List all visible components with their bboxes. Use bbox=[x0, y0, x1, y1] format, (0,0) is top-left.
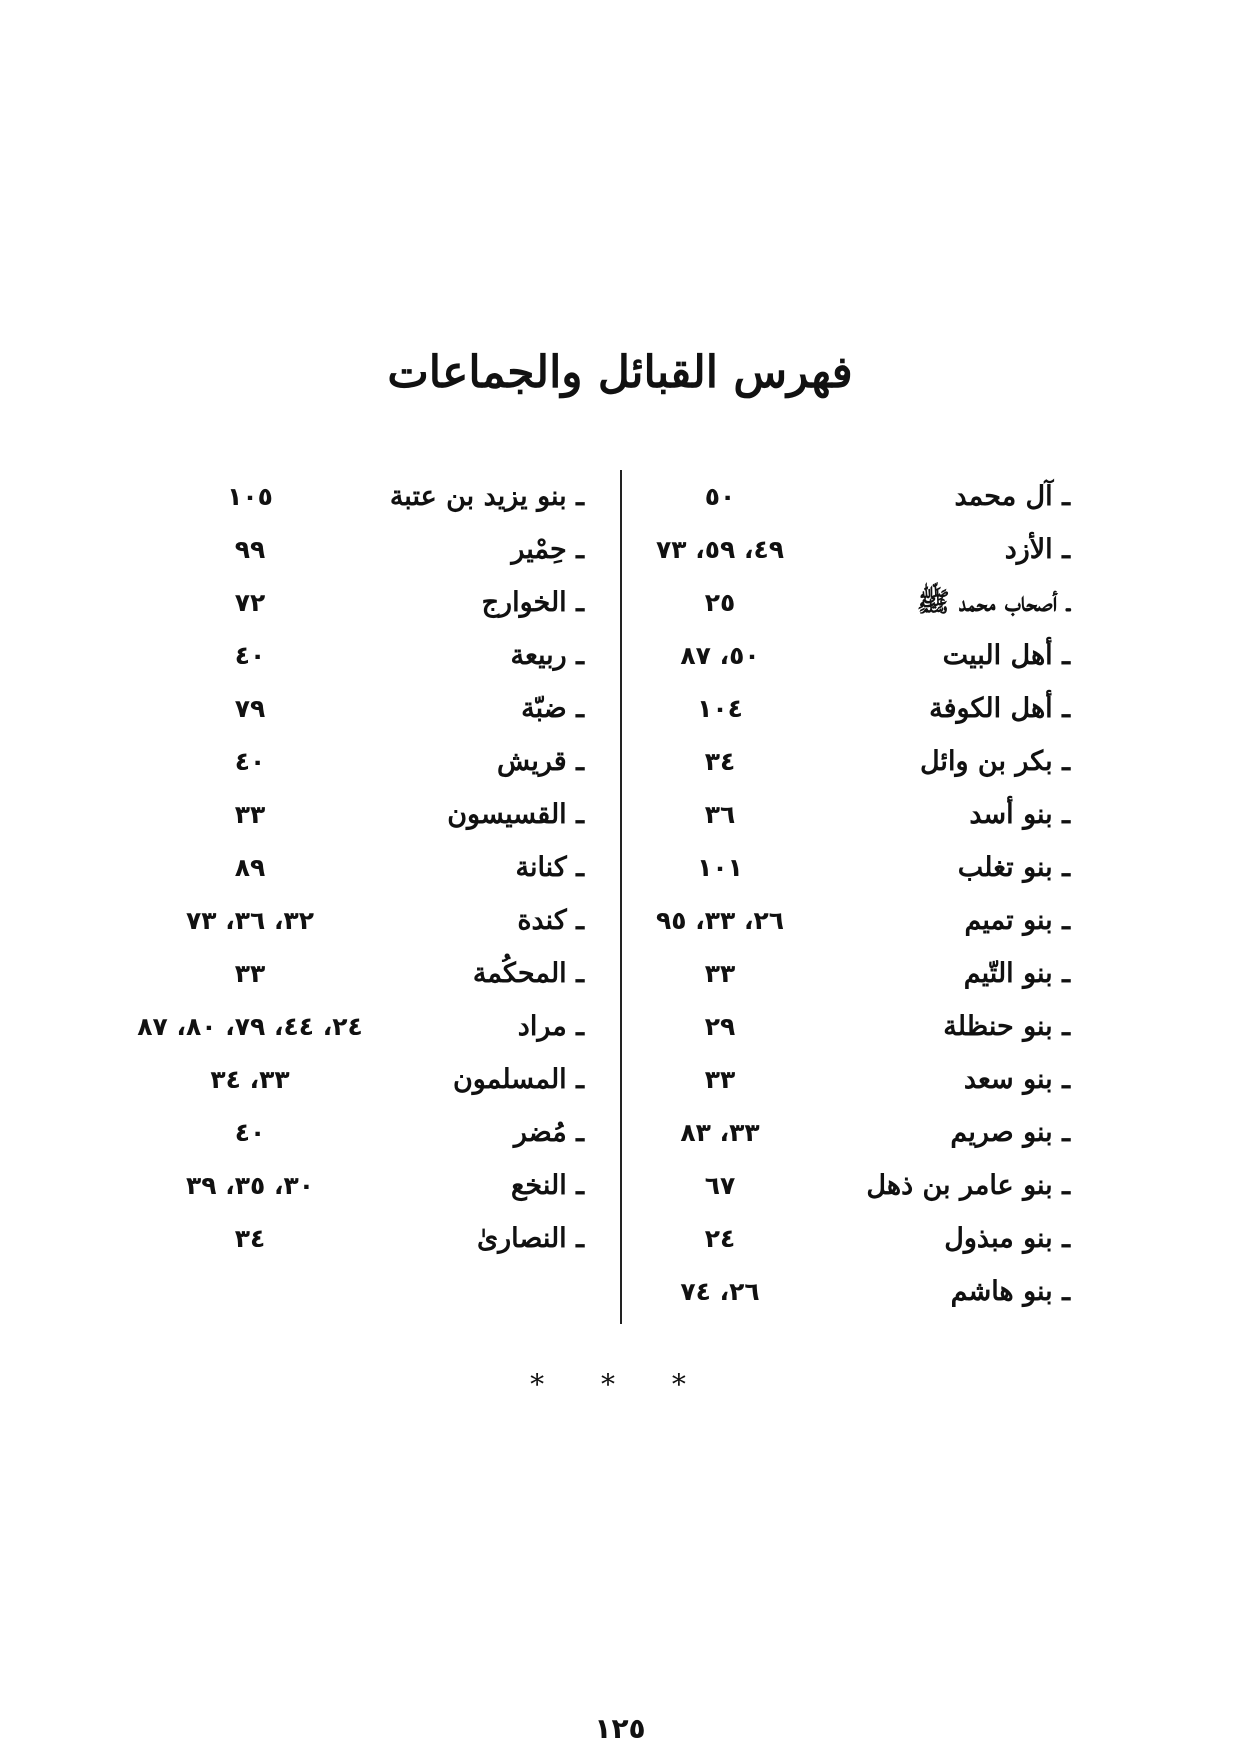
index-entry bbox=[150, 841, 620, 894]
entry-name: ـ مُضر bbox=[513, 1117, 584, 1148]
entry-name: ـ بكر بن وائل bbox=[919, 746, 1070, 777]
index-table bbox=[137, 470, 1090, 1330]
entry-pages: ٣٤ bbox=[234, 1224, 266, 1253]
index-entry bbox=[150, 788, 620, 841]
index-entry bbox=[150, 894, 620, 947]
index-entry bbox=[620, 947, 1090, 1000]
entry-pages: ٣٣ bbox=[234, 800, 266, 829]
entry-name: ـ بنو تغلب bbox=[957, 852, 1070, 883]
entry-pages: ٣٠، ٣٥، ٣٩ bbox=[186, 1171, 314, 1200]
entry-name: ـ الأزد bbox=[1004, 534, 1070, 565]
entry-pages: ٣٣ bbox=[234, 959, 266, 988]
index-entry bbox=[150, 682, 620, 735]
index-entry bbox=[620, 841, 1090, 894]
entry-pages: ٧٢ bbox=[234, 588, 266, 617]
entry-name: ـ بنو تميم bbox=[964, 905, 1070, 936]
entry-pages: ٤٠ bbox=[234, 641, 266, 670]
entry-pages: ٦٧ bbox=[704, 1171, 736, 1200]
entry-name: ـ النصارىٰ bbox=[477, 1223, 584, 1254]
entry-name: ـ بنو حنظلة bbox=[943, 1011, 1070, 1042]
entry-pages: ٢٦، ٧٤ bbox=[680, 1277, 760, 1306]
entry-pages: ٣٣ bbox=[704, 959, 736, 988]
entry-pages: ٧٩ bbox=[234, 694, 266, 723]
entry-name: ـ حِمْير bbox=[511, 534, 584, 565]
entry-name: ـ بنو التّيم bbox=[963, 958, 1070, 989]
index-column-right bbox=[620, 470, 1090, 1318]
entry-name: ـ قريش bbox=[496, 746, 584, 777]
entry-name: ـ مراد bbox=[517, 1011, 584, 1042]
index-entry bbox=[150, 523, 620, 576]
entry-name: ـ ضبّة bbox=[521, 693, 584, 724]
entry-pages: ٣٤ bbox=[704, 747, 736, 776]
entry-pages: ٢٥ bbox=[704, 588, 736, 617]
index-entry bbox=[620, 1106, 1090, 1159]
index-entry bbox=[150, 576, 620, 629]
entry-name: ـ النخع bbox=[511, 1170, 584, 1201]
entry-pages: ٨٩ bbox=[234, 853, 266, 882]
entry-pages: ٣٦ bbox=[704, 800, 736, 829]
entry-pages: ٤٩، ٥٩، ٧٣ bbox=[656, 535, 784, 564]
entry-name: ـ ربيعة bbox=[510, 640, 584, 671]
page-title: فهرس القبائل والجماعات bbox=[387, 347, 853, 399]
index-entry bbox=[150, 1106, 620, 1159]
entry-name: ـ كندة bbox=[517, 905, 584, 936]
index-entry bbox=[150, 629, 620, 682]
entry-name: ـ المحكُمة bbox=[472, 958, 584, 989]
index-entry bbox=[620, 576, 1090, 629]
index-entry bbox=[620, 735, 1090, 788]
entry-name: ـ بنو صريم bbox=[950, 1117, 1070, 1148]
index-entry bbox=[620, 1212, 1090, 1265]
entry-pages: ٢٦، ٣٣، ٩٥ bbox=[656, 906, 784, 935]
index-entry bbox=[620, 523, 1090, 576]
entry-pages: ١٠٤ bbox=[697, 694, 743, 723]
entry-name: ـ أهل البيت bbox=[942, 640, 1070, 671]
index-entry bbox=[620, 1000, 1090, 1053]
page-number: ١٢٥ bbox=[594, 1712, 646, 1745]
entry-pages: ٣٢، ٣٦، ٧٣ bbox=[186, 906, 314, 935]
index-entry bbox=[150, 1159, 620, 1212]
column-divider bbox=[620, 470, 622, 1324]
entry-name: ـ الخوارج bbox=[481, 587, 584, 618]
entry-pages: ٣٣، ٣٤ bbox=[210, 1065, 290, 1094]
entry-pages: ٢٩ bbox=[704, 1012, 736, 1041]
entry-pages: ٥٠ bbox=[704, 482, 736, 511]
index-column-left bbox=[137, 470, 620, 1265]
entry-pages: ٢٤، ٤٤، ٧٩، ٨٠، ٨٧ bbox=[137, 1012, 363, 1041]
index-entry bbox=[150, 735, 620, 788]
index-entry bbox=[620, 682, 1090, 735]
index-entry bbox=[150, 1212, 620, 1265]
entry-pages: ٤٠ bbox=[234, 1118, 266, 1147]
entry-name: ـ بنو مبذول bbox=[944, 1223, 1070, 1254]
index-entry bbox=[620, 1265, 1090, 1318]
index-entry bbox=[620, 1159, 1090, 1212]
index-entry bbox=[150, 1053, 620, 1106]
entry-pages: ٥٠، ٨٧ bbox=[680, 641, 760, 670]
entry-name: ـ أهل الكوفة bbox=[929, 693, 1070, 724]
entry-pages: ١٠٥ bbox=[227, 482, 273, 511]
entry-name: ـ بنو يزيد بن عتبة bbox=[389, 481, 584, 512]
entry-pages: ٤٠ bbox=[234, 747, 266, 776]
index-entry bbox=[620, 629, 1090, 682]
entry-name: ـ أصحاب محمد ﷺ bbox=[916, 587, 1070, 618]
entry-name: ـ بنو سعد bbox=[963, 1064, 1070, 1095]
index-entry bbox=[620, 788, 1090, 841]
section-separator: * * * bbox=[530, 1368, 710, 1401]
entry-pages: ٣٣، ٨٣ bbox=[680, 1118, 760, 1147]
index-entry bbox=[620, 1053, 1090, 1106]
entry-name: ـ المسلمون bbox=[452, 1064, 584, 1095]
index-entry bbox=[620, 894, 1090, 947]
entry-pages: ١٠١ bbox=[697, 853, 743, 882]
entry-pages: ٩٩ bbox=[234, 535, 266, 564]
index-entry bbox=[150, 947, 620, 1000]
entry-pages: ٢٤ bbox=[704, 1224, 736, 1253]
index-entry bbox=[137, 1000, 620, 1053]
entry-name: ـ كنانة bbox=[515, 852, 584, 883]
entry-name: ـ بنو أسد bbox=[969, 799, 1070, 830]
index-entry bbox=[150, 470, 620, 523]
entry-name: ـ القسيسون bbox=[447, 799, 584, 830]
entry-name: ـ بنو عامر بن ذهل bbox=[866, 1170, 1070, 1201]
entry-pages: ٣٣ bbox=[704, 1065, 736, 1094]
entry-name: ـ بنو هاشم bbox=[950, 1276, 1070, 1307]
index-entry bbox=[620, 470, 1090, 523]
entry-name: ـ آل محمد bbox=[954, 481, 1070, 512]
